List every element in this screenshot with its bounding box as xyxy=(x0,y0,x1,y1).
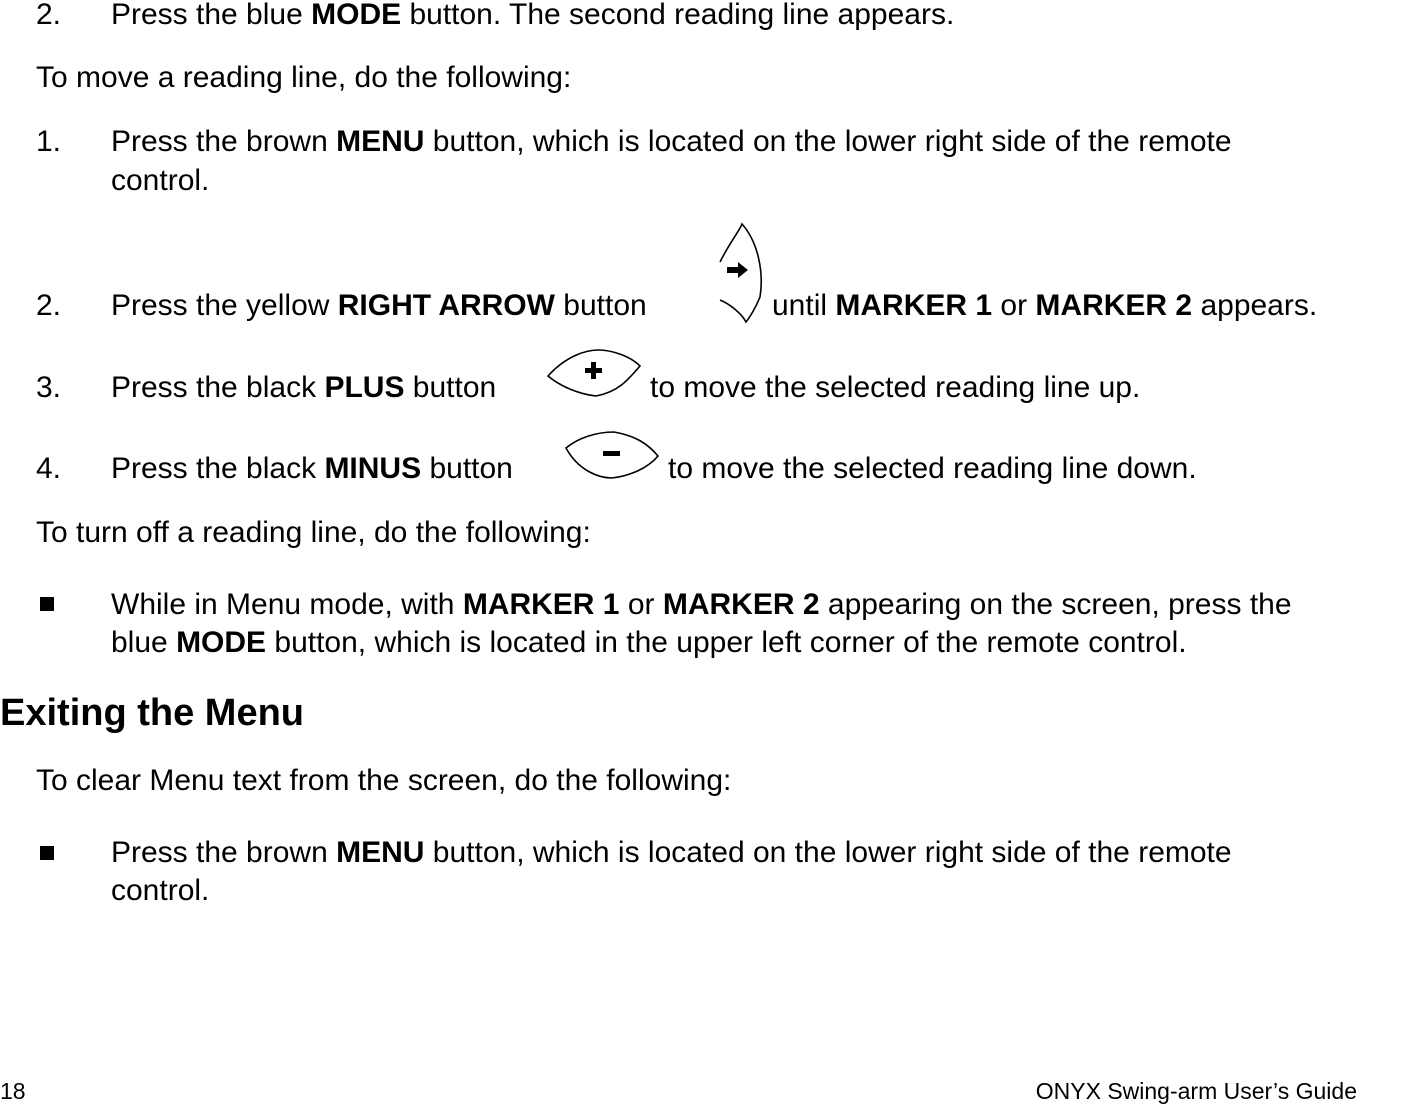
bullet-text-post: button, which is located in the upper left corner of the remote control. xyxy=(266,626,1187,659)
bullet-text-post: appearing on the screen, press the xyxy=(819,588,1292,621)
step-text-post: button, which is located on the lower right side of the remote xyxy=(424,125,1232,158)
step-text-pre: Press the black xyxy=(111,452,325,485)
off-intro: To turn off a reading line, do the following: xyxy=(36,516,591,549)
bullet-text-post: button, which is located on the lower right side of the remote xyxy=(424,836,1232,869)
plus-button-icon xyxy=(546,346,644,400)
step-text xyxy=(111,450,513,488)
step-text-post: until xyxy=(772,289,836,322)
guide-title: ONYX Swing-arm User’s Guide xyxy=(1035,1078,1357,1104)
step-text xyxy=(111,0,954,34)
step-text-pre: Press the blue xyxy=(111,0,312,31)
bullet-icon xyxy=(40,597,54,611)
step-text-mid: button xyxy=(421,452,513,485)
bullet-text-continued xyxy=(111,624,1187,662)
step-text xyxy=(111,123,1232,161)
step-text-mid: button xyxy=(554,289,647,322)
marker2-label: MARKER 2 xyxy=(662,588,820,621)
step-text-mid: button xyxy=(404,371,497,404)
step-number: 2. xyxy=(36,289,62,322)
bullet-text xyxy=(111,834,1232,872)
marker1-label: MARKER 1 xyxy=(462,588,620,621)
step-text-post: button. The second reading line appears. xyxy=(401,0,955,31)
right-arrow-label: RIGHT ARROW xyxy=(337,289,555,322)
step-text-continued: control. xyxy=(111,164,210,197)
marker1-label: MARKER 1 xyxy=(835,289,993,322)
step-text-pre: Press the black xyxy=(111,371,325,404)
step-number: 3. xyxy=(36,371,62,404)
mode-label: MODE xyxy=(176,626,267,659)
page-number: 18 xyxy=(0,1078,26,1104)
right-arrow-button-icon xyxy=(712,222,766,326)
minus-label: MINUS xyxy=(324,452,422,485)
step-text xyxy=(111,369,496,407)
step-text-or: or xyxy=(992,289,1036,322)
bullet-text-or: or xyxy=(619,588,663,621)
bullet-text-pre: While in Menu mode, with xyxy=(111,588,463,621)
bullet-text-pre: blue xyxy=(111,626,177,659)
mode-label: MODE xyxy=(311,0,402,31)
step-number: 1. xyxy=(36,125,62,158)
menu-label: MENU xyxy=(336,836,425,869)
step-number: 4. xyxy=(36,452,62,485)
plus-label: PLUS xyxy=(324,371,405,404)
bullet-text-continued: control. xyxy=(111,874,210,907)
minus-button-icon xyxy=(564,428,662,482)
step-text xyxy=(111,287,647,325)
step-text-tail: to move the selected reading line down. xyxy=(668,452,1197,485)
menu-label: MENU xyxy=(336,125,425,158)
step-text-tail: to move the selected reading line up. xyxy=(650,371,1141,404)
step-text-pre: Press the brown xyxy=(111,125,337,158)
step-text-end: appears. xyxy=(1192,289,1318,322)
bullet-text-pre: Press the brown xyxy=(111,836,337,869)
step-text-pre: Press the yellow xyxy=(111,289,338,322)
step-text-tail xyxy=(772,287,1317,325)
section-heading: Exiting the Menu xyxy=(0,692,304,734)
move-intro: To move a reading line, do the following: xyxy=(36,61,572,94)
marker2-label: MARKER 2 xyxy=(1035,289,1193,322)
exit-intro: To clear Menu text from the screen, do the following: xyxy=(36,764,732,797)
bullet-icon xyxy=(40,846,54,860)
bullet-text xyxy=(111,586,1292,624)
step-number: 2. xyxy=(36,0,62,31)
